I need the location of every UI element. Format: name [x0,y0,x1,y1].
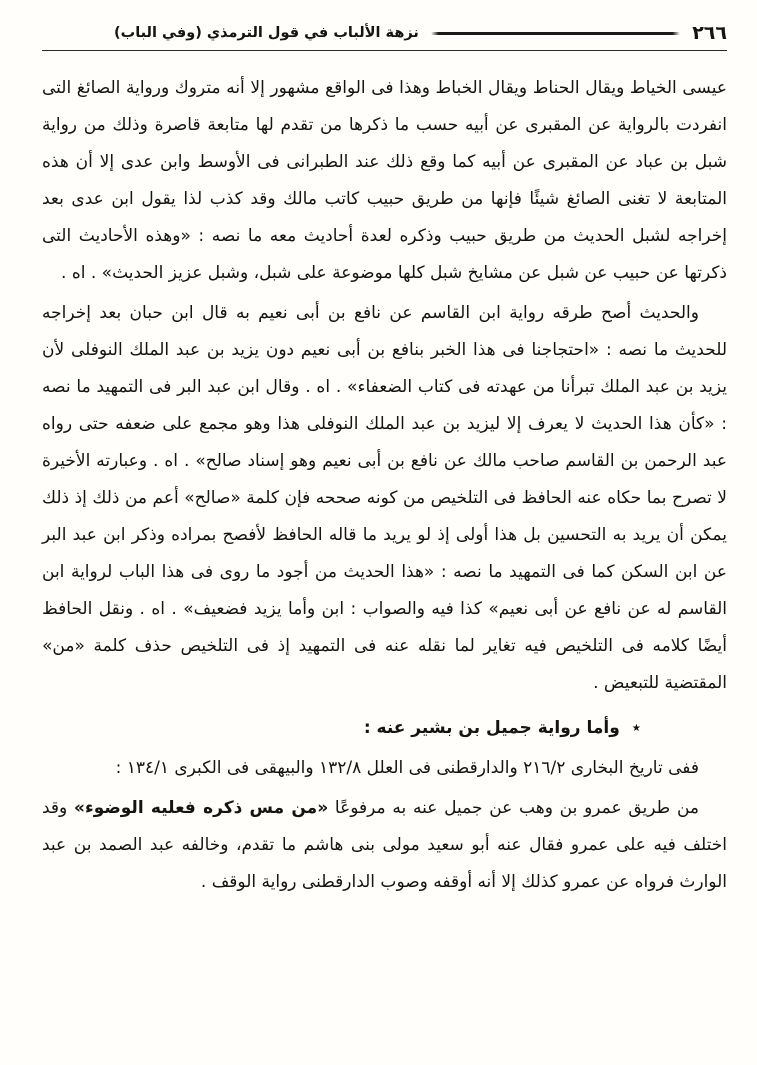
paragraph-ibn-alqasim-chain: والحديث أصح طرقه رواية ابن القاسم عن نافع بن أبى نعيم به قال ابن حبان بعد إخراجه للحديث ما نصه : «احتجاجنا فى هذا الخبر بنافع بن أبى نعيم دون يزيد بن عبد الملك النوفلى لأن يزيد بن عبد الملك تبرأنا من عهدته فى كتاب الضعفاء» . اه . وقال ابن عبد البر فى التمهيد ما نصه : «كأن هذا الحديث لا يعرف إلا ليزيد بن عبد الملك النوفلى هذا وهو مجمع على ضعفه حتى رواه عبد الرحمن بن القاسم صاحب مالك عن نافع بن أبى نعيم وهو إسناد صالح» . اه . وعبارته الأخيرة لا تصرح بما حكاه عنه الحافظ فى التلخيص من كونه صححه فإن كلمة «صالح» أعم من ذلك إذ ذلك يمكن أن يريد به التحسين بل هذا أولى إذ لو يريد ما قاله الحافظ لأفصح بمراده وذكر ابن عبد البر عن ابن السكن كما فى التمهيد ما نصه : «هذا الحديث من أجود ما روى فى هذا الباب لرواية ابن القاسم له عن نافع عن أبى نعيم» كذا فيه والصواب : ابن وأما يزيد فضعيف» . اه . ونقل الحافظ أيضًا كلامه فى التلخيص فيه تغاير لما نقله عنه فى التمهيد إذ فى التلخيص حذف كلمة «من» المقتضية للتبعيض . [42,303,727,693]
paragraph-amr-ibn-wahb-route [42,790,727,901]
header-divider [42,50,727,51]
page-number: ٢٦٦ [692,22,727,44]
hadith-context-after: وقد اختلف فيه على عمرو فقال عنه أبو سعيد مولى بنى هاشم ما تقدم، وخالفه عبد الصمد بن عبد الوارث فرواه عن عمرو كذلك إلا أنه أوقفه وصوب الدارقطنى رواية الوقف . [42,798,727,892]
star-bullet-icon: ٭ [631,718,641,738]
hadith-context-before: من طريق عمرو بن وهب عن جميل عنه به مرفوعًا [328,798,699,818]
paragraph-narrators-discussion: عيسى الخياط ويقال الحناط ويقال الخباط وهذا فى الواقع مشهور إلا أنه متروك ورواية الصائغ التى انفردت بالرواية عن المقبرى عن أبيه حسب ما ذكرها من تقدم لها متابعة قاصرة وذلك من رواية شبل بن عباد عن المقبرى عن أبيه كما وقع ذلك عند الطبرانى فى الأوسط وابن عدى إلا أن هذه المتابعة لا تغنى الصائغ شيئًا فإنها من طريق حبيب كاتب مالك وقد كذب لذا يقول ابن عدى بعد إخراجه لشبل الحديث من طريق حبيب وذكره لعدة أحاديث معه ما نصه : «وهذه الأحاديث التى ذكرتها عن حبيب عن شبل عن مشايخ شبل كلها موضوعة على شبل، وشبل عزيز الحديث» . اه . [42,78,727,283]
page-header [42,20,727,51]
hadith-text: «من مس ذكره فعليه الوضوء» [74,798,329,818]
paragraph-source-references: ففى تاريخ البخارى ٢١٦/٢ والدارقطنى فى العلل ١٣٢/٨ والبيهقى فى الكبرى ١٣٤/١ : [115,758,699,778]
section-heading-text: وأما رواية جميل بن بشير عنه : [363,718,620,738]
header-decorative-rule [431,32,680,35]
running-head-title: نزهة الألباب في قول الترمذي (وفي الباب) [114,25,419,41]
page-body [42,55,727,901]
running-head [42,20,727,50]
section-heading-jamil-ibn-bashir [42,710,727,747]
